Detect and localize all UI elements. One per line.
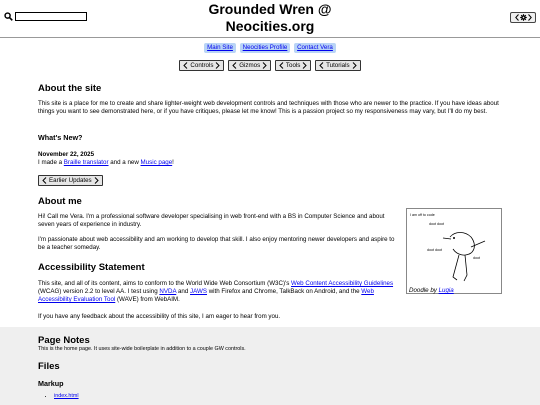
music-page-link[interactable]: Music page (140, 159, 173, 166)
nav-dropdown-label: Tools (285, 62, 301, 69)
chevron-right-icon (302, 62, 307, 69)
doodle-chirp: doot (473, 256, 480, 260)
wren-doodle-drawing (407, 209, 501, 293)
chevron-left-icon (279, 62, 284, 69)
nav-links (0, 43, 540, 53)
nav-dropdowns (0, 60, 540, 72)
update-text-part: ! (172, 159, 174, 166)
nav-dropdown-tutorials[interactable] (315, 60, 361, 71)
braille-translator-link[interactable]: Braille translator (63, 159, 109, 166)
doodle-image (406, 208, 502, 294)
update-text-part: and a new (108, 159, 141, 166)
chevron-right-icon (528, 14, 532, 21)
jaws-link[interactable]: JAWS (190, 288, 207, 296)
about-me-para-1: Hi! Call me Vera. I'm a professional software developer specialising in web front-end with a BS in Computer Science and about seven years of experience in industry. (38, 213, 385, 229)
doodle-artist-link[interactable]: Lugia (438, 287, 454, 294)
doodle-chirp: doot doot (427, 248, 442, 252)
chevron-right-icon (94, 177, 99, 184)
doodle-note: I am off to code (410, 213, 435, 217)
update-text (38, 159, 174, 167)
about-me-heading: About me (38, 196, 82, 207)
site-title (0, 1, 540, 35)
chevron-left-icon (515, 14, 519, 21)
accessibility-feedback: If you have any feedback about the accessibility of this site, I am eager to hear from you. (38, 313, 281, 320)
update-text-part: I made a (38, 159, 64, 166)
accessibility-text-part: (WAVE) from WebAIM. (115, 296, 180, 304)
chevron-left-icon (319, 62, 324, 69)
about-site-text: This site is a place for me to create and share lighter-weight web development controls and techniques with those who are newer to the practice. If you have ideas about things you want to see demonstrated here, or if you have critiques, please let me know! This is a passion project so my responsiveness may vary, but I'll do my best. (38, 100, 499, 116)
nvda-link[interactable]: NVDA (159, 288, 177, 296)
nav-link-main-site[interactable]: Main Site (204, 43, 236, 53)
nav-dropdown-gizmos[interactable] (228, 60, 271, 71)
site-title-line2: Neocities.org (225, 18, 315, 34)
nav-dropdown-label: Controls (190, 62, 214, 69)
accessibility-text-part: This site, and all of its content, aims to conform to the World Wide Web Consortium (W3C)'s (38, 280, 292, 287)
accessibility-text-part: with Firefox and Chrome, TalkBack on Android, and the (206, 288, 362, 296)
about-site-heading: About the site (38, 83, 102, 94)
chevron-left-icon (183, 62, 188, 69)
earlier-updates-button[interactable] (38, 175, 103, 186)
gear-icon (520, 14, 527, 21)
nav-link-neocities-profile[interactable]: Neocities Profile (240, 43, 291, 53)
settings-menu-button[interactable] (510, 12, 536, 23)
page-notes-text: This is the home page. It uses site-wide boilerplate in addition to a couple GW controls. (38, 346, 246, 352)
chevron-left-icon (232, 62, 237, 69)
update-date: November 22, 2025 (38, 151, 95, 158)
doodle-caption-text: Doodle by (409, 287, 439, 294)
site-header (0, 0, 540, 40)
chevron-left-icon (42, 177, 47, 184)
doodle-chirp: doot doot (429, 222, 444, 226)
markup-heading: Markup (38, 379, 64, 388)
nav-dropdown-label: Tutorials (326, 62, 350, 69)
chevron-right-icon (262, 62, 267, 69)
doodle-caption (409, 287, 454, 295)
wave-link[interactable]: Web Accessibility Evaluation Tool (38, 288, 374, 304)
chevron-right-icon (352, 62, 357, 69)
header-divider (0, 37, 540, 38)
nav-dropdown-controls[interactable] (179, 60, 224, 71)
chevron-right-icon (215, 62, 220, 69)
nav-dropdown-tools[interactable] (275, 60, 311, 71)
accessibility-heading: Accessibility Statement (38, 262, 145, 273)
page-notes-heading: Page Notes (38, 335, 90, 346)
files-heading: Files (38, 361, 60, 372)
accessibility-text-part: and (176, 288, 191, 296)
accessibility-text-part: (WCAG) version 2.2 to level AA. I test using (38, 288, 160, 296)
list-item (54, 393, 79, 400)
accessibility-text (38, 280, 402, 304)
nav-link-contact-vera[interactable]: Contact Vera (294, 43, 336, 53)
whats-new-heading: What's New? (38, 133, 83, 142)
nav-dropdown-label: Gizmos (239, 62, 261, 69)
file-link-index-html[interactable]: index.html (54, 393, 79, 399)
wcag-link[interactable]: Web Content Accessibility Guidelines (291, 280, 394, 287)
about-me-para-2: I'm passionate about web accessibility and am working to develop that skill. I also enjoy mentoring newer developers and aspire to be a teacher someday. (38, 236, 395, 252)
file-list (38, 393, 79, 400)
earlier-updates-label: Earlier Updates (49, 177, 92, 184)
site-title-line1: Grounded Wren @ (208, 1, 332, 17)
